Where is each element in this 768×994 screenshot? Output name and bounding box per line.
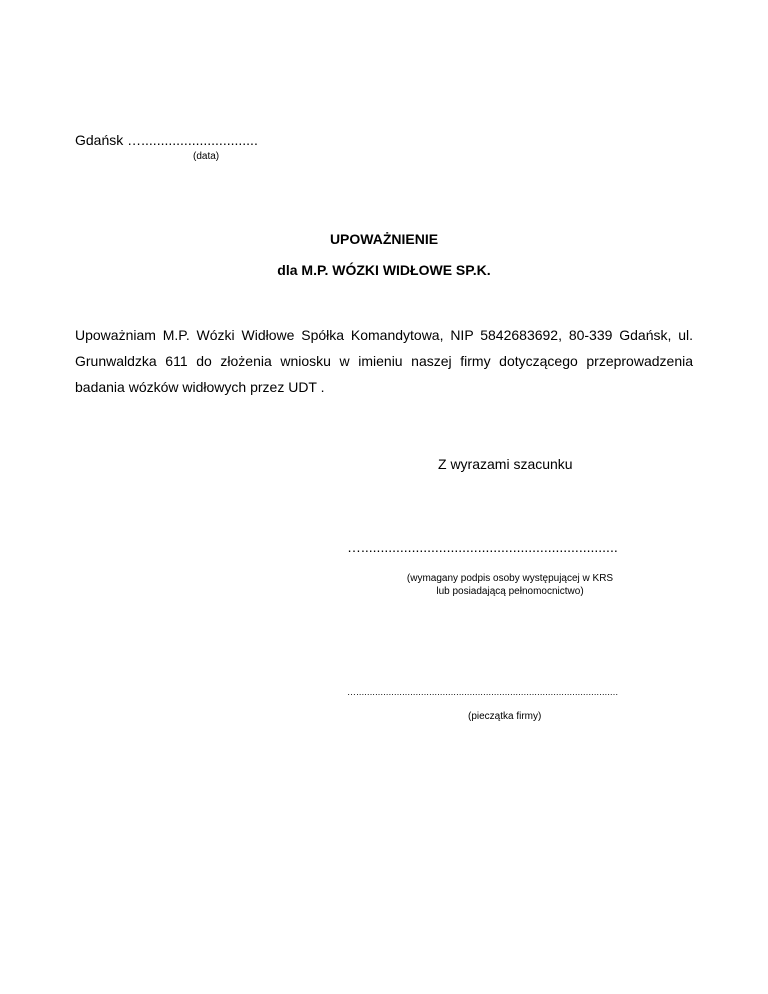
signature-caption (350, 572, 670, 598)
stamp-line: …................................................................................................. (347, 687, 619, 697)
date-caption: (data) (193, 151, 220, 162)
document-title: UPOWAŻNIENIE (329, 231, 439, 247)
signature-caption-line-1: (wymagany podpis osoby występującej w KRS (406, 573, 614, 584)
signature-caption-line-2: lub posiadającą pełnomocnictwo) (436, 586, 584, 597)
document-subtitle: dla M.P. WÓZKI WIDŁOWE SP.K. (277, 262, 491, 278)
stamp-caption: (pieczątka firmy) (468, 711, 542, 722)
place-and-date-line: Gdańsk ….............................. (75, 132, 258, 148)
authorization-body: Upoważniam M.P. Wózki Widłowe Spółka Komandytowa, NIP 5842683692, 80-339 Gdańsk, ul. Grunwaldzka 611 do złożenia wniosku w imieniu naszej firmy dotyczącego przeprowadzenia badania wózków widłowych przez UDT . (75, 327, 693, 395)
signature-line: ….................................................................. (347, 539, 618, 555)
closing-phrase: Z wyrazami szacunku (438, 456, 573, 472)
